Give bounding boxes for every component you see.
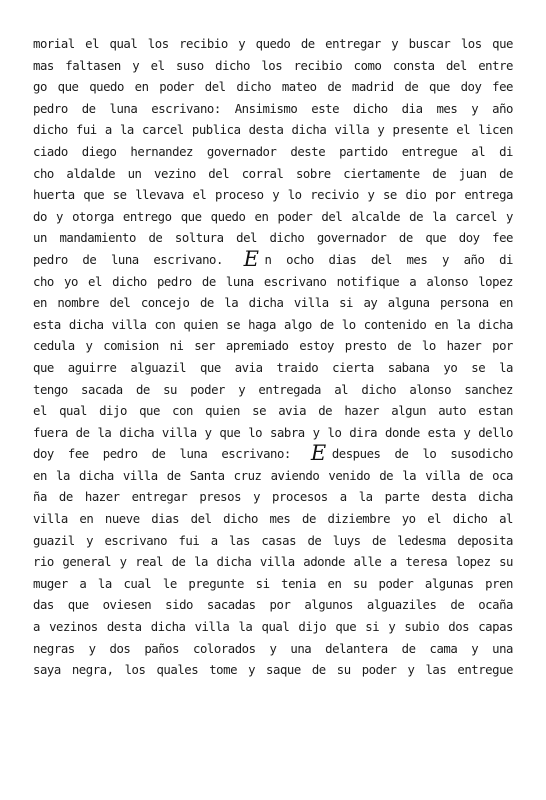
text-line: cho aldalde un vezino del corral sobre ciertamente de juan de bbox=[33, 166, 513, 181]
text-line: das que oviesen sido sacadas por algunos alguaziles de ocaña bbox=[33, 598, 513, 613]
text-line: ciado diego hernandez governador deste partido entregue al di bbox=[33, 144, 513, 159]
decorative-initial: E bbox=[310, 441, 326, 466]
text-line: go que quedo en poder del dicho mateo de madrid de que doy fee bbox=[33, 80, 513, 95]
text-line: ña de hazer entregar presos y procesos a la parte desta dicha bbox=[33, 490, 513, 505]
text-line: muger a la cual le pregunte si tenia en su poder algunas pren bbox=[33, 576, 513, 591]
text-line: saya negra, los quales tome y saque de su poder y las entregue bbox=[33, 663, 513, 678]
text-line: pedro de luna escrivano: Ansimismo este dicho dia mes y año bbox=[33, 101, 513, 116]
text-line: villa en nueve dias del dicho mes de diziembre yo el dicho al bbox=[33, 512, 513, 527]
text-line: en nombre del concejo de la dicha villa si ay alguna persona en bbox=[33, 296, 513, 311]
line-segment-before: pedro de luna escrivano. bbox=[33, 252, 223, 267]
line-segment-after: despues de lo susodicho bbox=[331, 447, 513, 462]
text-line: esta dicha villa con quien se haga algo de lo contenido en la dicha bbox=[33, 317, 513, 332]
text-line: guazil y escrivano fui a las casas de luys de ledesma deposita bbox=[33, 533, 513, 548]
text-line: un mandamiento de soltura del dicho governador de que doy fee bbox=[33, 231, 513, 246]
text-line: mas faltasen y el suso dicho los recibio como consta del entre bbox=[33, 58, 513, 73]
text-line: fuera de la dicha villa y que lo sabra y lo dira donde esta y dello bbox=[33, 425, 513, 440]
line-segment-after: n ocho dias del mes y año di bbox=[264, 252, 513, 267]
text-line: cedula y comision ni ser apremiado estoy presto de lo hazer por bbox=[33, 339, 513, 354]
text-line: morial el qual los recibio y quedo de entregar y buscar los que bbox=[33, 37, 513, 51]
text-line: cho yo el dicho pedro de luna escrivano notifique a alonso lopez bbox=[33, 274, 513, 289]
text-line: huerta que se llevava el proceso y lo recivio y se dio por entrega bbox=[33, 188, 513, 203]
text-line: tengo sacada de su poder y entregada al dicho alonso sanchez bbox=[33, 382, 513, 397]
text-line-with-initial bbox=[33, 246, 513, 272]
text-line: el qual dijo que con quien se avia de hazer algun auto estan bbox=[33, 404, 513, 419]
text-line: do y otorga entrego que quedo en poder del alcalde de la carcel y bbox=[33, 209, 513, 224]
decorative-initial: E bbox=[243, 246, 259, 271]
text-line: dicho fui a la carcel publica desta dicha villa y presente el licen bbox=[33, 123, 513, 138]
document-page bbox=[33, 34, 513, 682]
line-segment-before: doy fee pedro de luna escrivano: bbox=[33, 447, 291, 462]
text-line: rio general y real de la dicha villa adonde alle a teresa lopez su bbox=[33, 555, 513, 570]
text-line: a vezinos desta dicha villa la qual dijo que si y subio dos capas bbox=[33, 620, 513, 635]
text-line-with-initial bbox=[33, 441, 513, 466]
text-line: que aguirre alguazil que avia traido cierta sabana yo se la bbox=[33, 360, 513, 375]
text-line: en la dicha villa de Santa cruz aviendo venido de la villa de oca bbox=[33, 468, 513, 483]
text-line: negras y dos paños colorados y una delantera de cama y una bbox=[33, 641, 513, 656]
